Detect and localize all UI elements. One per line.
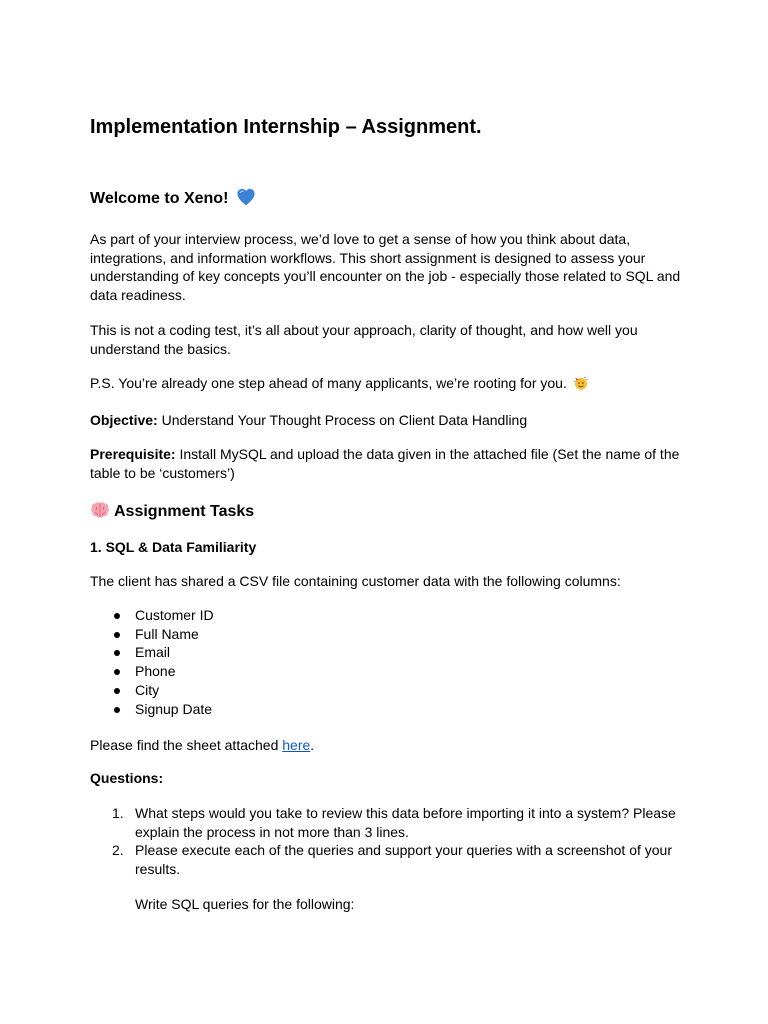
list-item <box>90 681 214 700</box>
assignment-tasks-text: Assignment Tasks <box>114 503 255 520</box>
list-item-label: City <box>135 681 160 698</box>
ps-text: P.S. You’re already one step ahead of many applicants, we’re rooting for you. <box>90 375 567 391</box>
list-item-label: Phone <box>135 663 176 680</box>
question-text: Please execute each of the queries and support your queries with a screenshot of your results. <box>135 842 672 878</box>
prerequisite-label: Prerequisite: <box>90 446 176 462</box>
question-number: 1. <box>112 805 124 821</box>
sheet-attached-paragraph <box>90 736 682 755</box>
list-item-label: Signup Date <box>135 700 213 717</box>
sheet-text-after: . <box>310 737 315 753</box>
party-face-icon <box>573 375 589 391</box>
sheet-text-before: Please find the sheet attached <box>90 737 283 753</box>
intro-paragraph: As part of your interview process, we’d love to get a sense of how you think about data, integrations, and information workflows. This short assignment is designed to assess your understanding of key concepts you’ll encounter on the job - especially those related to SQL and data readiness. <box>90 231 681 304</box>
objective-paragraph <box>90 411 682 430</box>
question-extra-text: Write SQL queries for the following: <box>135 895 355 912</box>
bullet-dot <box>114 613 120 619</box>
bullet-dot <box>114 650 120 656</box>
list-item-label: Customer ID <box>135 607 214 623</box>
list-item <box>90 662 214 681</box>
bullet-dot <box>114 688 120 694</box>
prerequisite-text: Install MySQL and upload the data given in the attached file (Set the name of the table to be ‘customers’) <box>90 446 680 481</box>
blue-heart-icon <box>236 188 256 206</box>
client-csv-paragraph: The client has shared a CSV file containing customer data with the following columns: <box>90 573 621 589</box>
assignment-tasks-heading <box>90 501 254 521</box>
question-text: What steps would you take to review this data before importing it into a system? Please explain the process in not more than 3 lines. <box>135 805 676 840</box>
bullet-dot <box>114 669 120 675</box>
objective-text: Understand Your Thought Process on Client Data Handling <box>157 412 528 428</box>
question-number: 2. <box>112 842 124 859</box>
list-item <box>90 700 214 719</box>
bullet-dot <box>114 632 120 638</box>
section-1-heading: 1. SQL & Data Familiarity <box>90 539 257 555</box>
not-coding-paragraph: This is not a coding test, it’s all about your approach, clarity of thought, and how well you understand the basics. <box>90 322 638 357</box>
welcome-heading <box>90 188 256 208</box>
columns-list <box>90 606 214 718</box>
question-item <box>90 841 690 913</box>
list-item-label: Email <box>135 644 171 661</box>
prerequisite-paragraph <box>90 445 682 482</box>
question-item <box>90 804 690 841</box>
objective-label: Objective: <box>90 412 158 428</box>
questions-label: Questions: <box>90 770 164 786</box>
questions-list <box>90 804 690 914</box>
welcome-text: Welcome to Xeno! <box>90 190 229 207</box>
brain-icon <box>90 501 110 519</box>
document-title: Implementation Internship – Assignment. <box>90 116 482 138</box>
ps-paragraph <box>90 374 682 393</box>
sheet-link[interactable]: here <box>282 737 311 753</box>
list-item <box>90 606 214 625</box>
list-item <box>90 643 214 662</box>
bullet-dot <box>114 707 120 713</box>
list-item <box>90 625 214 644</box>
list-item-label: Full Name <box>135 625 199 642</box>
